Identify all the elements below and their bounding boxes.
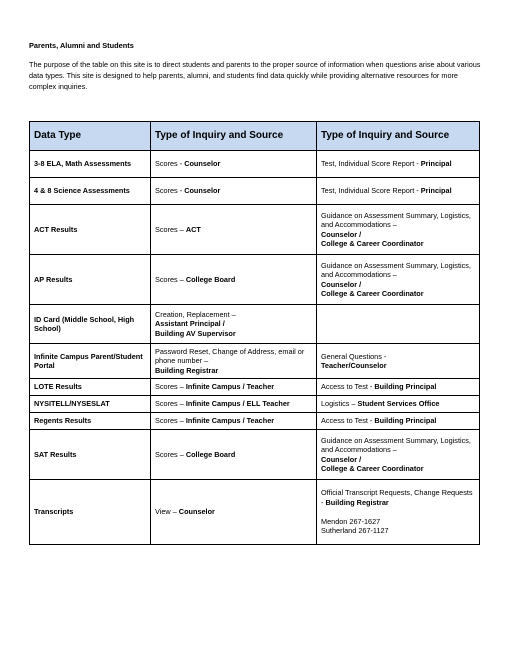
header-inquiry-source-1: Type of Inquiry and Source [151, 122, 317, 151]
cell-text: Infinite Campus / Teacher [185, 382, 275, 392]
table-row [30, 379, 480, 396]
page-heading: Parents, Alumni and Students [29, 41, 134, 50]
cell-data-type: Infinite Campus Parent/Student Portal [30, 344, 151, 379]
cell-inquiry-source-2 [317, 430, 480, 480]
cell-text: Access to Test - [321, 416, 375, 426]
table-row [30, 413, 480, 430]
cell-data-type: SAT Results [30, 430, 151, 480]
cell-inquiry-source-2 [317, 396, 480, 413]
cell-text: View – [155, 507, 179, 517]
cell-text: College & Career Coordinator [321, 238, 424, 248]
cell-text: College Board [185, 449, 236, 459]
cell-text: Scores – [155, 274, 186, 284]
cell-text: Creation, Replacement – [155, 309, 236, 319]
cell-inquiry-source-2 [317, 413, 480, 430]
cell-text: ACT [185, 224, 201, 234]
cell-text: Mendon 267-1627 [321, 516, 381, 526]
cell-text: General Questions - [321, 351, 387, 361]
cell-text: Building Principal [374, 416, 437, 426]
cell-text: Counselor / [321, 229, 362, 239]
table-header-row [30, 122, 480, 151]
cell-text: Scores - [155, 186, 185, 196]
cell-text: Building AV Supervisor [155, 328, 236, 338]
cell-text: Guidance on Assessment Summary, Logistics, and Accommodations – [321, 260, 471, 280]
cell-data-type: ACT Results [30, 205, 151, 255]
table-row [30, 430, 480, 480]
cell-text: Building Principal [374, 382, 437, 392]
cell-text: Access to Test - [321, 382, 375, 392]
cell-text: Counselor [184, 186, 221, 196]
table-body [30, 151, 480, 545]
cell-text: Assistant Principal / [155, 319, 225, 329]
cell-text: Infinite Campus / ELL Teacher [185, 399, 290, 409]
header-inquiry-source-2: Type of Inquiry and Source [317, 122, 480, 151]
cell-text: Guidance on Assessment Summary, Logistics, and Accommodations – [321, 210, 471, 230]
table-row [30, 396, 480, 413]
cell-data-type: LOTE Results [30, 379, 151, 396]
cell-text: Student Services Office [357, 399, 440, 409]
cell-data-type: Regents Results [30, 413, 151, 430]
cell-text: Counselor / [321, 279, 362, 289]
cell-inquiry-source-2 [317, 379, 480, 396]
cell-text: Logistics – [321, 399, 358, 409]
cell-data-type: ID Card (Middle School, High School) [30, 305, 151, 344]
cell-text: Scores – [155, 382, 186, 392]
cell-inquiry-source-2 [317, 178, 480, 205]
cell-text: Scores – [155, 224, 186, 234]
cell-text: Scores - [155, 159, 185, 169]
cell-inquiry-source-1 [151, 305, 317, 344]
cell-inquiry-source-1 [151, 396, 317, 413]
table-row [30, 151, 480, 178]
cell-text: Building Registrar [155, 365, 219, 375]
cell-text: Test, Individual Score Report - [321, 186, 421, 196]
cell-data-type: AP Results [30, 255, 151, 305]
cell-text: Password Reset, Change of Address, email or phone number – [155, 346, 305, 366]
cell-inquiry-source-1 [151, 430, 317, 480]
cell-text: Counselor [184, 159, 221, 169]
cell-text: Scores – [155, 399, 186, 409]
cell-inquiry-source-1 [151, 413, 317, 430]
cell-text: Principal [420, 186, 452, 196]
cell-text: College & Career Coordinator [321, 463, 424, 473]
cell-inquiry-source-1 [151, 255, 317, 305]
cell-text: Infinite Campus / Teacher [185, 416, 275, 426]
table-row [30, 178, 480, 205]
table-row [30, 480, 480, 545]
cell-inquiry-source-2 [317, 205, 480, 255]
cell-text: Building Registrar [325, 497, 389, 507]
cell-text: Scores – [155, 449, 186, 459]
cell-data-type: 3-8 ELA, Math Assessments [30, 151, 151, 178]
cell-inquiry-source-1 [151, 344, 317, 379]
cell-text: Counselor / [321, 454, 362, 464]
cell-inquiry-source-2 [317, 151, 480, 178]
cell-text: Teacher/Counselor [321, 361, 387, 370]
table-row [30, 305, 480, 344]
table-row [30, 344, 480, 379]
cell-text: College Board [185, 274, 236, 284]
cell-data-type: NYSITELL/NYSESLAT [30, 396, 151, 413]
cell-inquiry-source-2 [317, 305, 480, 344]
cell-data-type: 4 & 8 Science Assessments [30, 178, 151, 205]
table-row [30, 205, 480, 255]
header-data-type: Data Type [30, 122, 151, 151]
cell-text: College & Career Coordinator [321, 288, 424, 298]
cell-inquiry-source-1 [151, 379, 317, 396]
cell-inquiry-source-1 [151, 480, 317, 545]
cell-text: Sutherland 267-1127 [321, 526, 389, 536]
cell-text: Scores – [155, 416, 186, 426]
cell-text: Principal [420, 159, 452, 169]
cell-inquiry-source-2 [317, 255, 480, 305]
cell-text: Guidance on Assessment Summary, Logistics, and Accommodations – [321, 435, 471, 455]
cell-inquiry-source-1 [151, 178, 317, 205]
cell-inquiry-source-2 [317, 480, 480, 545]
cell-text: Counselor [178, 507, 215, 517]
cell-inquiry-source-1 [151, 151, 317, 178]
intro-paragraph: The purpose of the table on this site is to direct students and parents to the proper source of information when questions arise about various data types. This site is designed to help parents, alumni, and students find data quickly while providing alternative resources for more complex inquiries. [29, 60, 481, 92]
cell-inquiry-source-2 [317, 344, 480, 379]
table-row [30, 255, 480, 305]
cell-data-type: Transcripts [30, 480, 151, 545]
data-type-table [29, 121, 480, 545]
cell-text: Test, Individual Score Report - [321, 159, 421, 169]
cell-text: Official Transcript Requests, Change Requests - [321, 488, 473, 507]
cell-inquiry-source-1 [151, 205, 317, 255]
